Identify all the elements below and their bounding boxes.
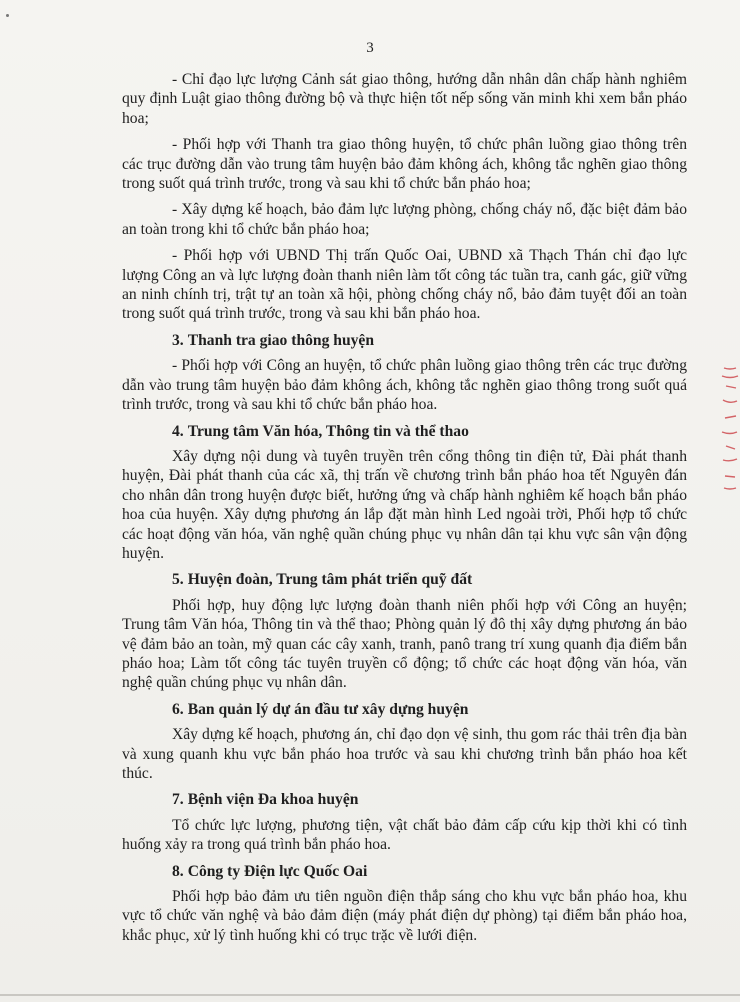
section-heading-3 <box>122 331 687 350</box>
section-number: 6. <box>172 700 184 718</box>
page-bottom-edge <box>0 994 740 996</box>
section-number: 7. <box>172 791 184 809</box>
scan-speck <box>6 14 9 17</box>
section-body-6: Xây dựng kế hoạch, phương án, chỉ đạo dọn vệ sinh, thu gom rác thải trên địa bàn và xung quanh khu vực bắn pháo hoa trước và sau khi chương trình bắn pháo hoa kết thúc. <box>122 726 687 782</box>
section-heading-7 <box>122 790 687 809</box>
section-body-8: Phối hợp bảo đảm ưu tiên nguồn điện thắp sáng cho khu vực bắn pháo hoa, khu vực tổ chức văn nghệ và bảo đảm điện (máy phát điện dự phòng) tại điểm bắn pháo hoa, khắc phục, xử lý tình huống khi có trục trặc về lưới điện. <box>122 888 687 944</box>
section-number: 3. <box>172 331 184 349</box>
section-title: Huyện đoàn, Trung tâm phát triển quỹ đất <box>187 571 473 589</box>
section-body-3: - Phối hợp với Công an huyện, tổ chức phân luồng giao thông trên các trục đường dẫn vào trung tâm huyện bảo đảm không ách, không tắc nghẽn giao thông trong suốt quá trình trước, trong và sau khi tổ chức bắn pháo hoa. <box>122 357 687 414</box>
section-title: Bệnh viện Đa khoa huyện <box>187 791 359 809</box>
section-number: 4. <box>172 422 184 440</box>
section-title: Thanh tra giao thông huyện <box>187 331 375 349</box>
section-heading-6 <box>122 700 687 719</box>
section-body-4: Xây dựng nội dung và tuyên truyền trên cổng thông tin điện tử, Đài phát thanh huyện, Đài phát thanh của các xã, thị trấn về chương trình bắn pháo hoa tết Nguyên đán cho nhân dân trong huyện được biết, hưởng ứng và chấp hành nghiêm kế hoạch bắn pháo hoa của huyện. Xây dựng phương án lắp đặt màn hình Led ngoài trời, Phối hợp tổ chức các hoạt động văn hóa, văn nghệ quần chúng phục vụ nhân dân tại khu vực sân vận động huyện. <box>122 447 687 562</box>
section-body-5: Phối hợp, huy động lực lượng đoàn thanh niên phối hợp với Công an huyện; Trung tâm Văn hóa, Thông tin và thể thao; Phòng quản lý đô thị xây dựng phương án bảo vệ đảm bảo an toàn, mỹ quan các cây xanh, tranh, panô trang trí xung quanh địa điểm bắn pháo hoa; Làm tốt công tác tuyên truyền cổ động; tổ chức các hoạt động văn hóa, văn nghệ quần chúng phục vụ nhân dân. <box>122 596 687 692</box>
document-body <box>122 70 687 952</box>
section-title: Công ty Điện lực Quốc Oai <box>187 862 368 880</box>
paragraph-police-traffic: - Chỉ đạo lực lượng Cảnh sát giao thông, hướng dẫn nhân dân chấp hành nghiêm quy định Luật giao thông đường bộ và thực hiện tốt nếp sống văn minh khi xem bắn pháo hoa; <box>122 71 687 127</box>
page-number: 3 <box>366 40 374 56</box>
section-number: 8. <box>172 862 184 880</box>
paragraph-police-patrol: - Phối hợp với UBND Thị trấn Quốc Oai, UBND xã Thạch Thán chỉ đạo lực lượng Công an và lực lượng đoàn thanh niên làm tốt công tác tuần tra, canh gác, giữ vững an ninh chính trị, trật tự an toàn xã hội, phòng chống cháy nổ, bảo đảm tuyệt đối an toàn trong suốt quá trình trước, trong và sau khi bắn pháo hoa. <box>122 247 687 323</box>
section-title: Trung tâm Văn hóa, Thông tin và thể thao <box>187 422 469 440</box>
paragraph-police-routing: - Phối hợp với Thanh tra giao thông huyện, tổ chức phân luồng giao thông trên các trục đường dẫn vào trung tâm huyện bảo đảm không ách, không tắc nghẽn giao thông trong suốt quá trình trước, trong và sau khi tổ chức bắn pháo hoa; <box>122 136 687 193</box>
section-heading-4 <box>122 422 687 441</box>
section-heading-8 <box>122 862 687 881</box>
section-body-7: Tổ chức lực lượng, phương tiện, vật chất bảo đảm cấp cứu kịp thời khi có tình huống xảy ra trong quá trình bắn pháo hoa. <box>122 816 687 854</box>
red-stamp-edge <box>714 360 740 500</box>
section-heading-5 <box>122 570 687 589</box>
section-title: Ban quản lý dự án đầu tư xây dựng huyện <box>187 700 469 718</box>
section-number: 5. <box>172 571 184 589</box>
paragraph-police-fire: - Xây dựng kế hoạch, bảo đảm lực lượng phòng, chống cháy nổ, đặc biệt đảm bảo an toàn trong khi tổ chức bắn pháo hoa; <box>122 201 687 238</box>
